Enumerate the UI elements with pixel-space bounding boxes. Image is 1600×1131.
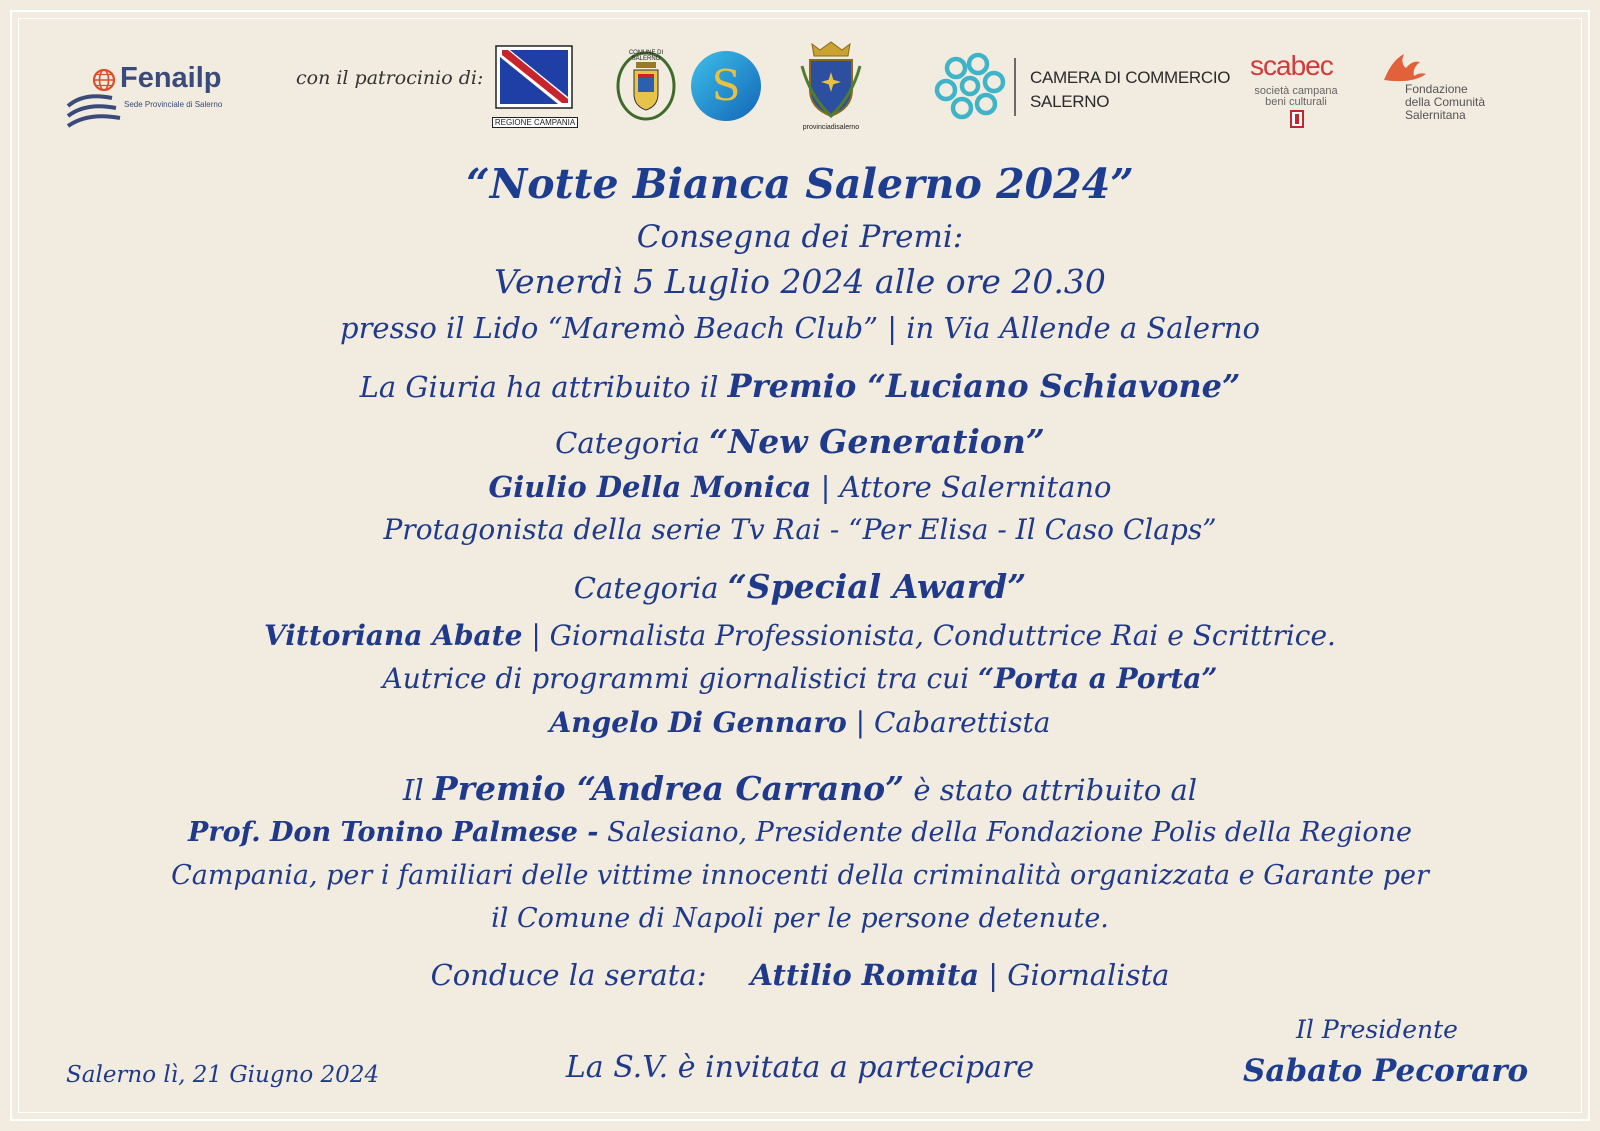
premio-carrano-pre: Il — [402, 773, 433, 807]
new-generation-name: “New Generation” — [709, 422, 1045, 461]
event-venue: presso il Lido “Maremò Beach Club” | in Via Allende a Salerno — [340, 311, 1260, 345]
new-generation-winner: Giulio Della Monica — [488, 470, 812, 504]
provincia-crest-icon — [798, 40, 864, 120]
fenailp-logo — [66, 62, 266, 132]
scabec-icon — [1290, 110, 1304, 128]
regione-caption: REGIONE CAMPANIA — [492, 117, 578, 128]
salerno-s-logo — [690, 50, 762, 122]
new-generation-winner-line — [0, 470, 1600, 504]
special-award-winner2: Angelo Di Gennaro — [549, 706, 847, 739]
category-label: Categoria — [555, 426, 710, 460]
special-award-winner1: Vittoriana Abate — [264, 619, 523, 652]
provincia-salerno-logo — [798, 40, 864, 132]
camera-line1: CAMERA DI COMMERCIO — [1030, 68, 1231, 87]
premio-carrano-winner-line — [0, 817, 1600, 848]
president-role: Il Presidente — [1296, 1015, 1458, 1044]
fondazione-line3: Salernitana — [1405, 108, 1466, 122]
premio-schiavone-intro: La Giuria ha attribuito il — [359, 370, 728, 404]
s-letter: S — [711, 61, 741, 110]
fondazione-line2: della Comunità — [1405, 95, 1486, 109]
special-award-heading — [0, 567, 1600, 606]
scabec-line1: società campana — [1254, 85, 1338, 97]
conduce-host: Attilio Romita — [750, 958, 980, 992]
new-generation-winner-role: | Attore Salernitano — [811, 470, 1112, 504]
special-award-winner1-line — [0, 619, 1600, 652]
event-date: Venerdì 5 Luglio 2024 alle ore 20.30 — [494, 262, 1106, 301]
camera-commercio-name — [1030, 66, 1230, 114]
s-circle-icon — [690, 50, 762, 122]
special-award-name: “Special Award” — [727, 567, 1027, 606]
scabec-logo: scabec — [1250, 50, 1333, 81]
camera-commercio-logo — [934, 52, 1010, 120]
scabec-line2: beni culturali — [1265, 96, 1327, 108]
fenailp-subtitle: Sede Provinciale di Salerno — [124, 100, 223, 109]
premio-schiavone-line — [0, 367, 1600, 405]
place-date: Salerno lì, 21 Giugno 2024 — [66, 1062, 380, 1088]
conduce-label: Conduce la serata: — [430, 958, 707, 992]
fenailp-name: Fenailp — [120, 62, 222, 94]
special-award-winner1-role: | Giornalista Professionista, Conduttrice Rai e Scrittrice. — [522, 619, 1336, 652]
president-name: Sabato Pecoraro — [1243, 1053, 1529, 1089]
premio-schiavone-name: Premio “Luciano Schiavone” — [727, 367, 1241, 405]
waves-icon — [66, 88, 128, 132]
special-award-winner2-line — [0, 706, 1600, 739]
premio-carrano-line — [0, 769, 1600, 808]
premio-carrano-winner: Prof. Don Tonino Palmese - — [188, 817, 599, 848]
regione-emblem-icon — [490, 45, 578, 111]
special-award-winner1-desc: Autrice di programmi giornalistici tra cui — [382, 662, 979, 695]
consegna-premi: Consegna dei Premi: — [636, 219, 964, 255]
category-label: Categoria — [573, 571, 728, 605]
camera-line2: SALERNO — [1030, 92, 1110, 111]
premio-carrano-post: è stato attribuito al — [904, 773, 1198, 807]
premio-carrano-line1: Salesiano, Presidente della Fondazione Polis della Regione — [598, 817, 1412, 848]
scabec-subtitle — [1250, 86, 1342, 108]
premio-carrano-name: Premio “Andrea Carrano” — [432, 769, 905, 808]
special-award-winner2-role: | Cabarettista — [846, 706, 1051, 739]
regione-campania-logo — [490, 45, 578, 127]
provincia-caption: provinciadisalerno — [802, 124, 860, 131]
invite-text: La S.V. è invitata a partecipare — [565, 1050, 1035, 1085]
fondazione-line1: Fondazione — [1405, 82, 1468, 96]
fondazione-name — [1405, 83, 1485, 122]
new-generation-heading — [0, 422, 1600, 461]
comune-salerno-logo — [614, 48, 678, 122]
camera-knot-icon — [934, 52, 1010, 120]
fondazione-flame-icon — [1380, 50, 1428, 84]
special-award-winner1-desc-line — [0, 662, 1600, 695]
premio-carrano-line2: Campania, per i familiari delle vittime innocenti della criminalità organizzata e Garante per — [171, 860, 1429, 891]
sponsor-logo-row — [0, 40, 1600, 140]
camera-divider — [1014, 58, 1016, 116]
conduce-role: | Giornalista — [979, 958, 1170, 992]
patrocinio-label: con il patrocinio di: — [296, 67, 484, 89]
comune-caption: COMUNE DI SALERNO — [628, 50, 664, 62]
premio-carrano-line3: il Comune di Napoli per le persone detenute. — [491, 903, 1109, 934]
conduce-line — [0, 958, 1600, 992]
new-generation-description: Protagonista della serie Tv Rai - “Per Elisa - Il Caso Claps” — [383, 513, 1217, 546]
event-title: “Notte Bianca Salerno 2024” — [466, 160, 1134, 208]
special-award-winner1-program: “Porta a Porta” — [978, 662, 1218, 695]
